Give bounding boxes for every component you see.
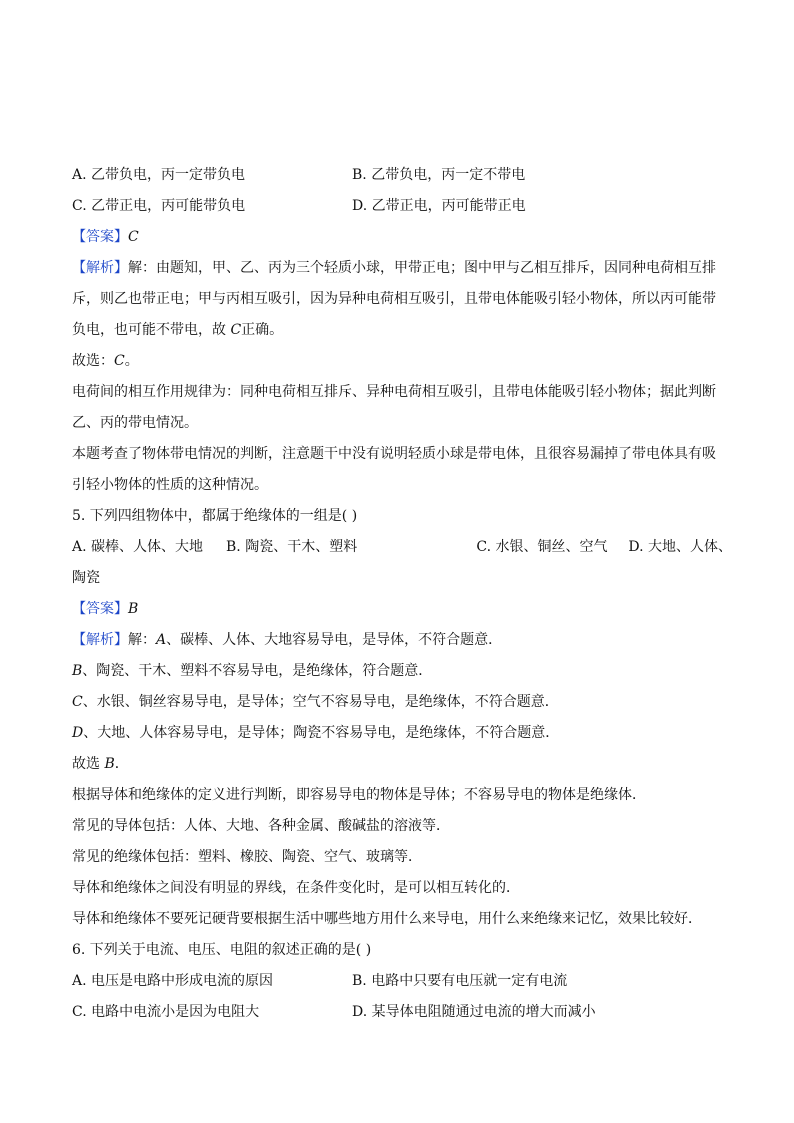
q5-option-d: D. 大地、人体、 — [628, 539, 732, 555]
choice-suffix: ． — [114, 756, 129, 772]
analysis-text: 、碳棒、人体、大地容易导电，是导体，不符合题意． — [166, 632, 503, 648]
q5-option-a: A. 碳棒、人体、大地 — [72, 539, 204, 555]
q4-analysis-line-3 — [72, 315, 732, 346]
q4-rule-line-1: 电荷间的相互作用规律为：同种电荷相互排斥、异种电荷相互吸引，且带电体能吸引轻小物体；据此判断 — [72, 384, 716, 400]
q4-option-b: B. 乙带负电，丙一定不带电 — [352, 167, 526, 183]
q4-analysis-text: 解：由题知，甲、乙、丙为三个轻质小球，甲带正电；图中甲与乙相互排斥，因同种电荷相互排 — [128, 260, 716, 276]
choice-suffix: 。 — [124, 353, 139, 369]
analysis-tag: 【 解析 】 — [72, 260, 128, 276]
q6-option-c: C. 电路中电流小是因为电阻大 — [72, 1004, 260, 1020]
q5-note-5: 导体和绝缘体不要死记硬背要根据生活中哪些地方用什么来导电，用什么来绝缘来记忆，效果比较好． — [72, 911, 702, 927]
q6-option-a: A. 电压是电路中形成电流的原因 — [72, 973, 274, 989]
q5-answer-value: B — [128, 601, 139, 617]
q5-option-d-cont: 陶瓷 — [72, 570, 100, 586]
q5-note-3: 常见的绝缘体包括：塑料、橡胶、陶瓷、空气、玻璃等． — [72, 849, 422, 865]
q4-option-a: A. 乙带负电，丙一定带负电 — [72, 167, 246, 183]
q6-option-d: D. 某导体电阻随通过电流的增大而减小 — [352, 1004, 596, 1020]
choice-prefix: 故选 — [72, 756, 105, 772]
q6-option-b: B. 电路中只要有电压就一定有电流 — [352, 973, 568, 989]
answer-tag: 【 答案 】 — [72, 601, 128, 617]
analysis-text: 、大地、人体容易导电，是导体；陶瓷不容易导电，是绝缘体，不符合题意． — [83, 725, 560, 741]
q4-analysis-line-2: 斥，则乙也带正电；甲与丙相互吸引，因为异种电荷相互吸引，且带电体能吸引轻小物体，所以丙可能带 — [72, 291, 716, 307]
option-letter: D — [72, 725, 84, 741]
q4-answer-value: C — [128, 229, 139, 245]
q5-note-1: 根据导体和绝缘体的定义进行判断，即容易导电的物体是导体；不容易导电的物体是绝缘体． — [72, 787, 646, 803]
q4-summary-line-1: 本题考查了物体带电情况的判断，注意题干中没有说明轻质小球是带电体，且很容易漏掉了带电体具有吸 — [72, 446, 716, 462]
q4-analysis-text: 负电，也可能不带电，故 — [72, 322, 231, 338]
choice-prefix: 故选： — [72, 353, 114, 369]
q4-analysis-text: 正确。 — [241, 322, 284, 338]
q5-note-4: 导体和绝缘体之间没有明显的界线，在条件变化时，是可以相互转化的． — [72, 880, 520, 896]
q6-options-row-1 — [72, 966, 732, 997]
analysis-prefix: 解： — [128, 632, 156, 648]
q5-stem: 5. 下列四组物体中，都属于绝缘体的一组是( ) — [72, 508, 358, 524]
q4-rule-line-2: 乙、丙的带电情况。 — [72, 415, 198, 431]
analysis-text: 、陶瓷、干木、塑料不容易导电，是绝缘体，符合题意． — [82, 663, 433, 679]
q4-option-d: D. 乙带正电，丙可能带正电 — [352, 198, 526, 214]
q5-note-2: 常见的导体包括：人体、大地、各种金属、酸碱盐的溶液等． — [72, 818, 450, 834]
q5-option-c: C. 水银、铜丝、空气 — [476, 539, 608, 555]
q6-options-row-2 — [72, 997, 732, 1028]
q4-options-row-2 — [72, 191, 732, 222]
q4-options-row-1 — [72, 160, 732, 191]
q5-choice — [72, 749, 732, 780]
analysis-tag: 【 解析 】 — [72, 632, 128, 648]
q5-analysis-c — [72, 687, 732, 718]
q4-option-c: C. 乙带正电，丙可能带负电 — [72, 198, 246, 214]
q5-analysis-d — [72, 718, 732, 749]
choice-letter: C — [114, 353, 125, 369]
option-letter: A — [156, 632, 167, 648]
q5-options — [72, 532, 732, 563]
q5-option-b: B. 陶瓷、干木、塑料 — [226, 539, 358, 555]
q4-answer — [72, 222, 732, 253]
answer-tag: 【 答案 】 — [72, 229, 128, 245]
q4-analysis-line-1 — [72, 253, 732, 284]
q5-analysis-a — [72, 625, 732, 656]
q5-analysis-b — [72, 656, 732, 687]
option-letter: C — [72, 694, 83, 710]
q4-choice — [72, 346, 732, 377]
analysis-text: 、水银、铜丝容易导电，是导体；空气不容易导电，是绝缘体，不符合题意． — [82, 694, 559, 710]
choice-letter: B — [104, 756, 115, 772]
q4-analysis-letter: C — [230, 322, 242, 338]
document-content — [72, 160, 732, 1028]
q5-answer — [72, 594, 732, 625]
q6-stem: 6. 下列关于电流、电压、电阻的叙述正确的是( ) — [72, 942, 372, 958]
q4-summary-line-2: 引轻小物体的性质的这种情况。 — [72, 477, 268, 493]
option-letter: B — [72, 663, 83, 679]
